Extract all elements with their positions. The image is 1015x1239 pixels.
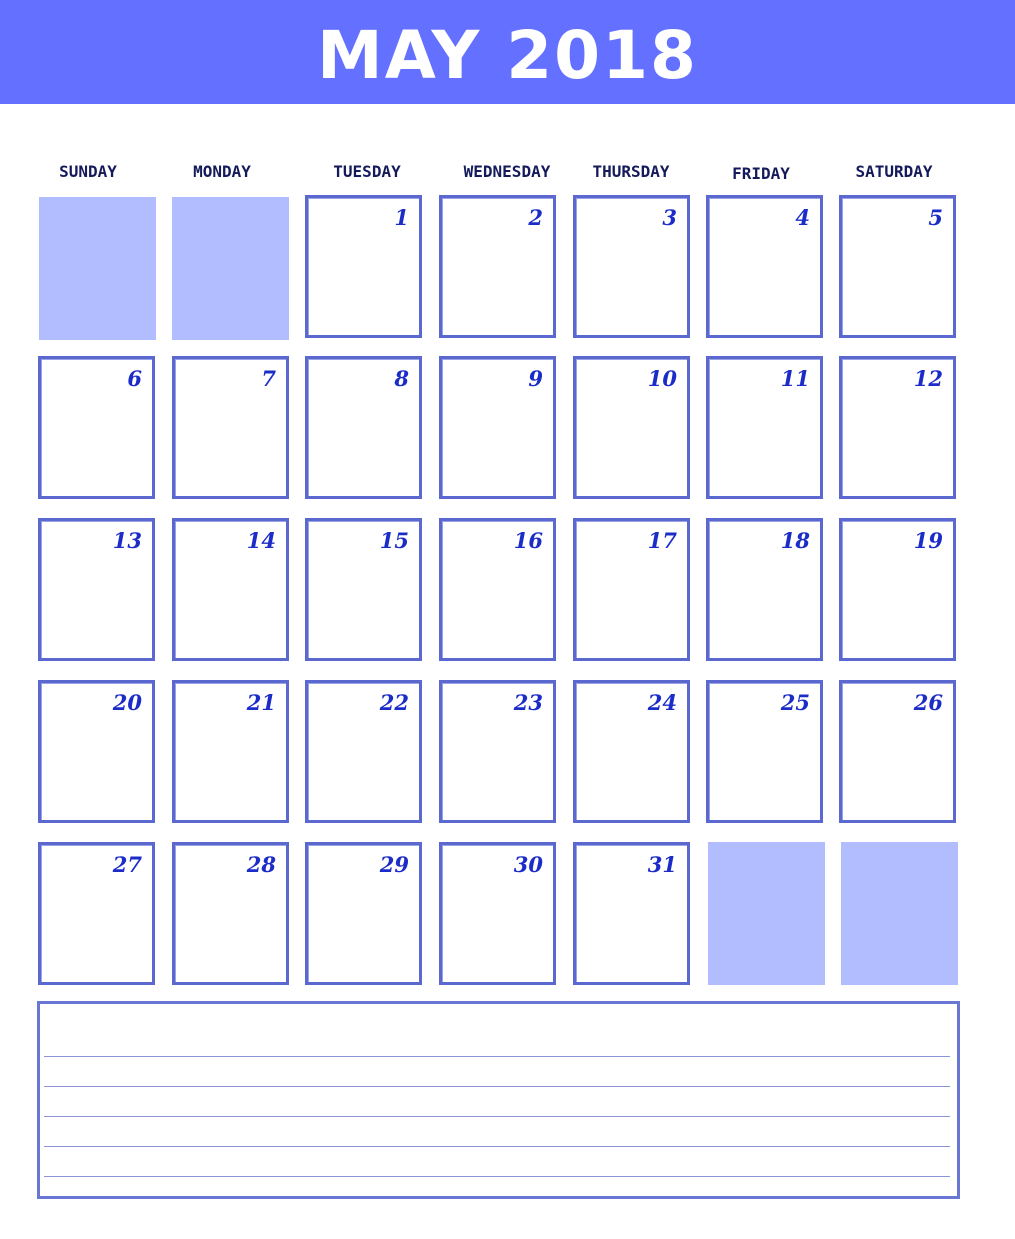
calendar-day-cell[interactable] <box>38 356 155 499</box>
calendar-day-cell[interactable] <box>305 356 422 499</box>
day-number: 7 <box>261 366 276 391</box>
day-number: 18 <box>780 528 810 553</box>
day-number: 15 <box>379 528 409 553</box>
day-number: 10 <box>647 366 677 391</box>
weekday-friday: FRIDAY <box>732 164 790 183</box>
day-number: 24 <box>647 690 677 715</box>
calendar-day-cell[interactable] <box>706 680 823 823</box>
day-number: 1 <box>394 205 409 230</box>
day-number: 25 <box>780 690 810 715</box>
calendar-cell-empty <box>172 197 289 340</box>
weekday-saturday: SATURDAY <box>855 162 933 181</box>
weekday-thursday: THURSDAY <box>592 162 670 181</box>
calendar-day-cell[interactable] <box>38 518 155 661</box>
calendar-cell-empty <box>708 842 825 985</box>
day-number: 21 <box>246 690 276 715</box>
day-number: 5 <box>928 205 943 230</box>
calendar-day-cell[interactable] <box>439 518 556 661</box>
day-number: 14 <box>246 528 276 553</box>
day-number: 28 <box>246 852 276 877</box>
day-number: 13 <box>112 528 142 553</box>
calendar-day-cell[interactable] <box>38 680 155 823</box>
day-number: 23 <box>513 690 543 715</box>
calendar-day-cell[interactable] <box>305 195 422 338</box>
calendar-day-cell[interactable] <box>172 680 289 823</box>
calendar-day-cell[interactable] <box>573 518 690 661</box>
day-number: 20 <box>112 690 142 715</box>
calendar-day-cell[interactable] <box>439 195 556 338</box>
calendar-day-cell[interactable] <box>439 842 556 985</box>
day-number: 22 <box>379 690 409 715</box>
calendar-day-cell[interactable] <box>172 518 289 661</box>
day-number: 2 <box>528 205 543 230</box>
calendar-day-cell[interactable] <box>38 842 155 985</box>
day-number: 11 <box>780 366 810 391</box>
calendar-day-cell[interactable] <box>305 680 422 823</box>
weekday-monday: MONDAY <box>193 162 251 181</box>
day-number: 4 <box>795 205 810 230</box>
weekday-wednesday: WEDNESDAY <box>463 162 551 181</box>
weekday-sunday: SUNDAY <box>59 162 117 181</box>
day-number: 27 <box>112 852 142 877</box>
calendar-day-cell[interactable] <box>439 356 556 499</box>
calendar-cell-empty <box>39 197 156 340</box>
notes-box[interactable] <box>37 1001 960 1199</box>
page-title: MAY 2018 <box>317 17 698 94</box>
day-number: 6 <box>127 366 142 391</box>
calendar-day-cell[interactable] <box>439 680 556 823</box>
calendar-day-cell[interactable] <box>573 356 690 499</box>
day-number: 29 <box>379 852 409 877</box>
calendar-day-cell[interactable] <box>706 356 823 499</box>
note-line <box>44 1086 950 1087</box>
calendar-day-cell[interactable] <box>839 195 956 338</box>
day-number: 8 <box>394 366 409 391</box>
calendar-day-cell[interactable] <box>706 195 823 338</box>
day-number: 12 <box>913 366 943 391</box>
calendar-cell-empty <box>841 842 958 985</box>
weekday-tuesday: TUESDAY <box>333 162 401 181</box>
calendar-day-cell[interactable] <box>172 356 289 499</box>
day-number: 17 <box>647 528 677 553</box>
note-line <box>44 1116 950 1117</box>
note-line <box>44 1146 950 1147</box>
day-number: 16 <box>513 528 543 553</box>
calendar-day-cell[interactable] <box>573 842 690 985</box>
day-number: 26 <box>913 690 943 715</box>
note-line <box>44 1056 950 1057</box>
calendar-day-cell[interactable] <box>839 680 956 823</box>
calendar-day-cell[interactable] <box>839 518 956 661</box>
day-number: 3 <box>662 205 677 230</box>
calendar-day-cell[interactable] <box>706 518 823 661</box>
calendar-day-cell[interactable] <box>172 842 289 985</box>
day-number: 31 <box>647 852 677 877</box>
day-number: 9 <box>528 366 543 391</box>
calendar-day-cell[interactable] <box>305 842 422 985</box>
note-line <box>44 1176 950 1177</box>
calendar-day-cell[interactable] <box>305 518 422 661</box>
day-number: 19 <box>913 528 943 553</box>
calendar-day-cell[interactable] <box>573 195 690 338</box>
calendar-day-cell[interactable] <box>573 680 690 823</box>
calendar-day-cell[interactable] <box>839 356 956 499</box>
day-number: 30 <box>513 852 543 877</box>
header-banner <box>0 0 1015 104</box>
